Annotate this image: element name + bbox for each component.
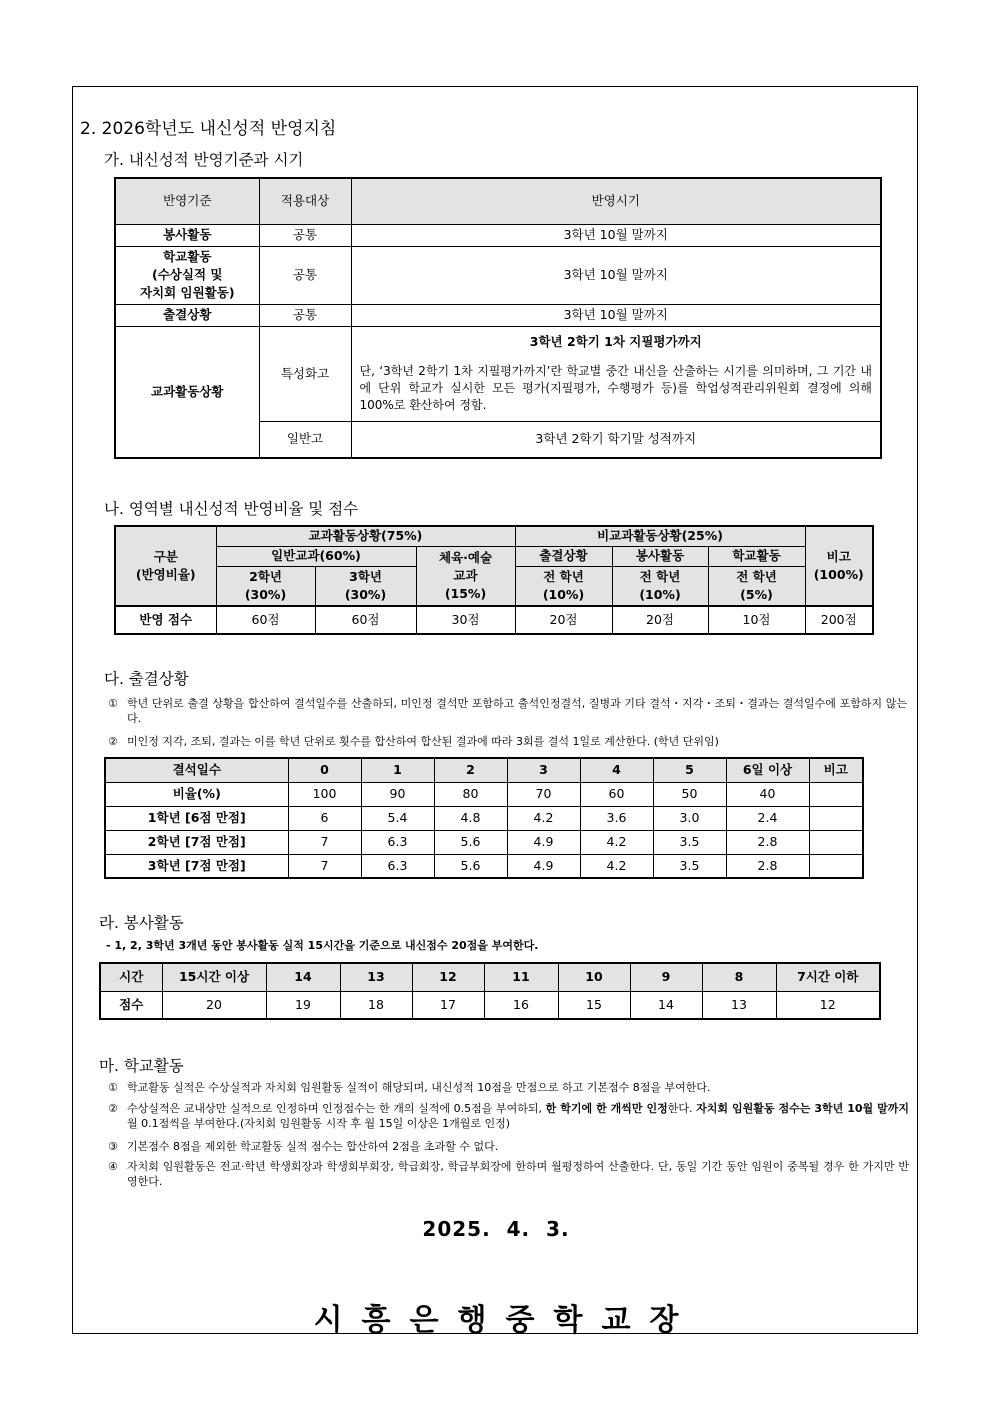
subsection-ra-title: 라. 봉사활동 (99, 914, 184, 932)
criteria-table (114, 177, 882, 459)
volunteer-header-cell: 15시간 이상 (162, 963, 266, 991)
row-attendance-label: 출결상황 (115, 304, 259, 326)
volunteer-header-cell: 12 (412, 963, 484, 991)
absence-cell: 6.3 (361, 854, 434, 878)
absence-cell: 5.6 (434, 854, 507, 878)
subsection-ga-title: 가. 내신성적 반영기준과 시기 (104, 151, 304, 169)
ratio-nonsubject-group: 비교과활동상황(25%) (515, 526, 805, 546)
volunteer-table (99, 962, 881, 1020)
volunteer-header-cell: 7시간 이하 (776, 963, 880, 991)
absence-cell: 100 (288, 782, 361, 806)
school-activity-line3: 자치회 임원활동) (139, 285, 235, 300)
volunteer-score-cell: 12 (776, 991, 880, 1019)
ratio-subject-group: 교과활동상황(75%) (216, 526, 515, 546)
volunteer-header-cell: 시간 (100, 963, 162, 991)
ratio-pe-arts (416, 546, 515, 606)
pe-arts-line2: 교과 (453, 567, 478, 583)
grade3-line1: 3학년 (349, 568, 382, 584)
row-subject-specialized-period (351, 326, 881, 421)
grade2-line1: 2학년 (249, 568, 282, 584)
activity-note2-part-a: 수상실적은 교내상만 실적으로 인정하며 인정점수는 한 개의 실적에 0.5점을 부여하되, (127, 1102, 546, 1115)
ratio-school-scope (708, 566, 805, 606)
absence-cell: 6.3 (361, 830, 434, 854)
school-scope-line1: 전 학년 (736, 568, 777, 584)
bigo-line1: 비고 (826, 549, 851, 564)
absence-header-cell: 6일 이상 (726, 758, 809, 782)
ratio-grade2 (216, 566, 315, 606)
school-scope-line2: (5%) (740, 586, 773, 602)
activity-note1-mark: ① (108, 1081, 118, 1094)
absence-cell (809, 782, 863, 806)
header-target: 적용대상 (259, 178, 351, 224)
document-date: 2025. 4. 3. (422, 1217, 570, 1241)
absence-cell (809, 806, 863, 830)
absence-cell: 3.5 (653, 830, 726, 854)
absence-cell: 4.9 (507, 854, 580, 878)
activity-note2-part-b: 한 학기에 한 개씩만 인정 (545, 1102, 668, 1115)
score-cell: 60점 (315, 606, 416, 634)
absence-header-cell: 5 (653, 758, 726, 782)
absence-cell: 4.2 (580, 854, 653, 878)
ratio-table (114, 525, 874, 635)
school-activity-line1: 학교활동 (163, 249, 212, 264)
volunteer-score-cell: 17 (412, 991, 484, 1019)
activity-note4-mark: ④ (108, 1160, 118, 1173)
volunteer-header-cell: 8 (702, 963, 776, 991)
ratio-attendance: 출결상황 (515, 546, 612, 566)
absence-cell: 80 (434, 782, 507, 806)
absence-header-cell: 4 (580, 758, 653, 782)
subsection-da-title: 다. 출결상황 (104, 670, 189, 688)
absence-cell: 60 (580, 782, 653, 806)
absence-cell: 2.8 (726, 830, 809, 854)
volunteer-score-cell: 19 (266, 991, 340, 1019)
specialized-period-note: 단, ‘3학년 2학기 1차 지필평가까지’란 학교별 중간 내신을 산출하는 시기를 의미하며, 그 기간 내에 단위 학교가 실시한 모든 평가(지필평가, 수행평가 등)를 학업성적관리위원회 결정에 의해 100%로 환산하여 정함. (359, 364, 872, 412)
absence-row-label: 3학년 [7점 만점] (105, 854, 288, 878)
absence-cell: 2.4 (726, 806, 809, 830)
absence-cell: 4.2 (507, 806, 580, 830)
volunteer-score-cell: 20 (162, 991, 266, 1019)
attendance-note2-mark: ② (108, 735, 118, 748)
gubun-line2: (반영비율) (135, 567, 196, 582)
absence-row-label: 2학년 [7점 만점] (105, 830, 288, 854)
pe-arts-line3: (15%) (444, 585, 487, 601)
row-attendance-target: 공통 (259, 304, 351, 326)
volunteer-score-cell: 18 (340, 991, 412, 1019)
absence-cell: 7 (288, 854, 361, 878)
volunteer-note: - 1, 2, 3학년 3개년 동안 봉사활동 실적 15시간을 기준으로 내신점수 20점을 부여한다. (106, 939, 539, 952)
volunteer-score-cell: 14 (630, 991, 702, 1019)
absence-cell: 50 (653, 782, 726, 806)
ratio-grade3 (315, 566, 416, 606)
score-cell: 200점 (805, 606, 873, 634)
row-school-activity-label (115, 246, 259, 304)
absence-cell: 2.8 (726, 854, 809, 878)
subsection-na-title: 나. 영역별 내신성적 반영비율 및 점수 (104, 500, 359, 518)
volunteer-score-cell: 13 (702, 991, 776, 1019)
absence-row-label: 1학년 [6점 만점] (105, 806, 288, 830)
absence-row-label: 비율(%) (105, 782, 288, 806)
row-subject-general-target: 일반고 (259, 421, 351, 458)
bigo-line2: (100%) (813, 567, 864, 582)
volunteer-scope-line1: 전 학년 (639, 568, 681, 584)
volunteer-score-label: 점수 (100, 991, 162, 1019)
score-cell: 20점 (612, 606, 708, 634)
volunteer-header-cell: 10 (558, 963, 630, 991)
school-activity-line2: (수상실적 및 (152, 267, 223, 282)
absence-cell (809, 830, 863, 854)
row-subject-label: 교과활동상황 (115, 326, 259, 458)
row-volunteer-target: 공통 (259, 224, 351, 246)
volunteer-header-cell: 11 (484, 963, 558, 991)
ratio-bigo (805, 526, 873, 606)
absence-cell: 3.0 (653, 806, 726, 830)
volunteer-header-cell: 9 (630, 963, 702, 991)
attendance-note1: 학년 단위로 출결 상황을 합산하여 결석일수를 산출하되, 미인정 결석만 포함하고 출석인정결석, 질병과 기타 결석・지각・조퇴・결과는 결석일수에 포함하지 않는다. (127, 697, 907, 725)
activity-note3: 기본점수 8점을 제외한 학교활동 실적 점수는 합산하여 2점을 초과할 수 없다. (127, 1140, 499, 1153)
subsection-ma-title: 마. 학교활동 (99, 1057, 184, 1075)
absence-header-cell: 3 (507, 758, 580, 782)
absence-header-cell: 1 (361, 758, 434, 782)
activity-note2-part-e: 월 0.1점씩을 부여한다.(자치회 임원활동 시작 후 월 15일 이상은 1개월로 인정) (127, 1117, 511, 1130)
principal-signature: 시흥은행중학교장 (313, 1303, 698, 1338)
header-period: 반영시기 (351, 178, 881, 224)
header-criteria: 반영기준 (115, 178, 259, 224)
score-row-label: 반영 점수 (115, 606, 216, 634)
activity-note1: 학교활동 실적은 수상실적과 자치회 임원활동 실적이 해당되며, 내신성적 10점을 만점으로 하고 기본점수 8점을 부여한다. (127, 1081, 711, 1094)
grade3-line2: (30%) (344, 586, 387, 602)
ratio-general-subject: 일반교과(60%) (216, 546, 416, 566)
absence-header-cell: 비고 (809, 758, 863, 782)
activity-note2-part-c: 한다. (667, 1102, 697, 1115)
specialized-period-title: 3학년 2학기 1차 지필평가까지 (529, 334, 702, 349)
ratio-volunteer: 봉사활동 (612, 546, 708, 566)
activity-note4: 자치회 임원활동은 전교·학년 학생회장과 학생회부회장, 학급회장, 학급부회장에 한하며 월평정하여 산출한다. 단, 동일 기간 동안 임원이 중복될 경우 한 가지만 반영한다. (127, 1160, 909, 1188)
absence-cell (809, 854, 863, 878)
activity-note2-mark: ② (108, 1102, 118, 1115)
absence-table (104, 757, 864, 879)
absence-cell: 5.6 (434, 830, 507, 854)
absence-header-cell: 2 (434, 758, 507, 782)
score-cell: 10점 (708, 606, 805, 634)
row-volunteer-label: 봉사활동 (115, 224, 259, 246)
pe-arts-line1: 체육·예술 (438, 549, 493, 565)
gubun-line1: 구분 (153, 549, 178, 564)
row-school-activity-period: 3학년 10월 말까지 (351, 246, 881, 304)
absence-cell: 70 (507, 782, 580, 806)
absence-cell: 6 (288, 806, 361, 830)
ratio-school-activity: 학교활동 (708, 546, 805, 566)
score-cell: 60점 (216, 606, 315, 634)
row-volunteer-period: 3학년 10월 말까지 (351, 224, 881, 246)
grade2-line2: (30%) (244, 586, 287, 602)
attendance-scope-line1: 전 학년 (543, 568, 584, 584)
absence-header-cell: 결석일수 (105, 758, 288, 782)
ratio-volunteer-scope (612, 566, 708, 606)
attendance-note1-mark: ① (108, 697, 118, 710)
absence-cell: 4.9 (507, 830, 580, 854)
volunteer-score-cell: 16 (484, 991, 558, 1019)
volunteer-header-cell: 14 (266, 963, 340, 991)
absence-cell: 40 (726, 782, 809, 806)
attendance-scope-line2: (10%) (542, 586, 585, 602)
volunteer-header-cell: 13 (340, 963, 412, 991)
row-subject-specialized-target: 특성화고 (259, 326, 351, 421)
absence-cell: 4.2 (580, 830, 653, 854)
absence-cell: 3.6 (580, 806, 653, 830)
absence-cell: 3.5 (653, 854, 726, 878)
row-school-activity-target: 공통 (259, 246, 351, 304)
ratio-gubun (115, 526, 216, 606)
score-cell: 20점 (515, 606, 612, 634)
activity-note2 (127, 1101, 909, 1131)
score-cell: 30점 (416, 606, 515, 634)
absence-cell: 5.4 (361, 806, 434, 830)
volunteer-score-cell: 15 (558, 991, 630, 1019)
absence-cell: 90 (361, 782, 434, 806)
attendance-note2: 미인정 지각, 조퇴, 결과는 이를 학년 단위로 횟수를 합산하여 합산된 결과에 따라 3회를 결석 1일로 계산한다. (학년 단위임) (127, 735, 719, 748)
absence-cell: 4.8 (434, 806, 507, 830)
absence-cell: 7 (288, 830, 361, 854)
row-subject-general-period: 3학년 2학기 학기말 성적까지 (351, 421, 881, 458)
volunteer-scope-line2: (10%) (639, 586, 681, 602)
activity-note2-part-d: 자치회 임원활동 점수는 3학년 10월 말까지 (696, 1102, 909, 1115)
row-attendance-period: 3학년 10월 말까지 (351, 304, 881, 326)
ratio-attendance-scope (515, 566, 612, 606)
absence-header-cell: 0 (288, 758, 361, 782)
section-title: 2. 2026학년도 내신성적 반영지침 (80, 119, 337, 139)
activity-note3-mark: ③ (108, 1140, 118, 1153)
